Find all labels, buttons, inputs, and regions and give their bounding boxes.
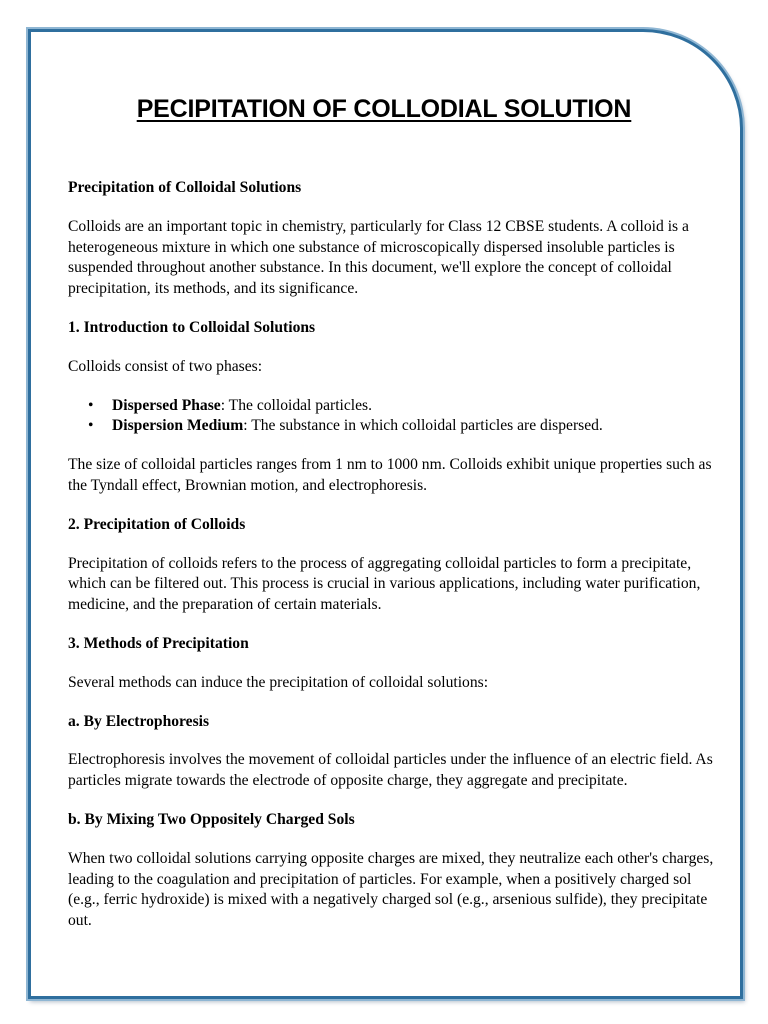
list-item [112, 416, 723, 437]
section-3-heading: 3. Methods of Precipitation [68, 634, 249, 652]
section-1-lead: Colloids consist of two phases: [68, 357, 263, 375]
main-heading: Precipitation of Colloidal Solutions [68, 179, 302, 196]
document-body [68, 178, 723, 950]
section-1-heading: 1. Introduction to Colloidal Solutions [68, 318, 316, 336]
list-item [112, 396, 723, 417]
subsection-a-paragraph: Electrophoresis involves the movement of colloidal particles under the influence of an electric field. As particles migrate towards the electrode of opposite charge, they aggregate and precipitate. [68, 751, 713, 790]
subsection-b-paragraph: When two colloidal solutions carrying opposite charges are mixed, they neutralize each other's charges, leading to the coagulation and precipitation of particles. For example, when a positively charged sol (e.g., ferric hydroxide) is mixed with a negatively charged sol (e.g., arsenious sulfide), they precipitate out. [68, 849, 714, 930]
section-2-heading: 2. Precipitation of Colloids [68, 515, 246, 533]
list-item-term: Dispersion Medium [112, 417, 244, 435]
subsection-b-heading: b. By Mixing Two Oppositely Charged Sols [68, 810, 355, 828]
document-title: PECIPITATION OF COLLODIAL SOLUTION [136, 95, 632, 123]
phases-list [68, 396, 723, 438]
section-1-paragraph: The size of colloidal particles ranges from 1 nm to 1000 nm. Colloids exhibit unique properties such as the Tyndall effect, Brownian motion, and electrophoresis. [68, 456, 712, 494]
list-item-term: Dispersed Phase [112, 396, 221, 414]
subsection-a-heading: a. By Electrophoresis [68, 712, 210, 730]
intro-paragraph: Colloids are an important topic in chemistry, particularly for Class 12 CBSE students. A colloid is a heterogeneous mixture in which one substance of microscopically dispersed insoluble particles is suspended throughout another substance. In this document, we'll explore the concept of colloidal precipitation, its methods, and its significance. [68, 217, 689, 298]
section-3-lead: Several methods can induce the precipitation of colloidal solutions: [68, 673, 489, 691]
list-item-text: : The substance in which colloidal particles are dispersed. [243, 417, 603, 435]
section-2-paragraph: Precipitation of colloids refers to the process of aggregating colloidal particles to form a precipitate, which can be filtered out. This process is crucial in various applications, including water purification, medicine, and the preparation of certain materials. [68, 554, 701, 614]
list-item-text: : The colloidal particles. [220, 396, 373, 414]
